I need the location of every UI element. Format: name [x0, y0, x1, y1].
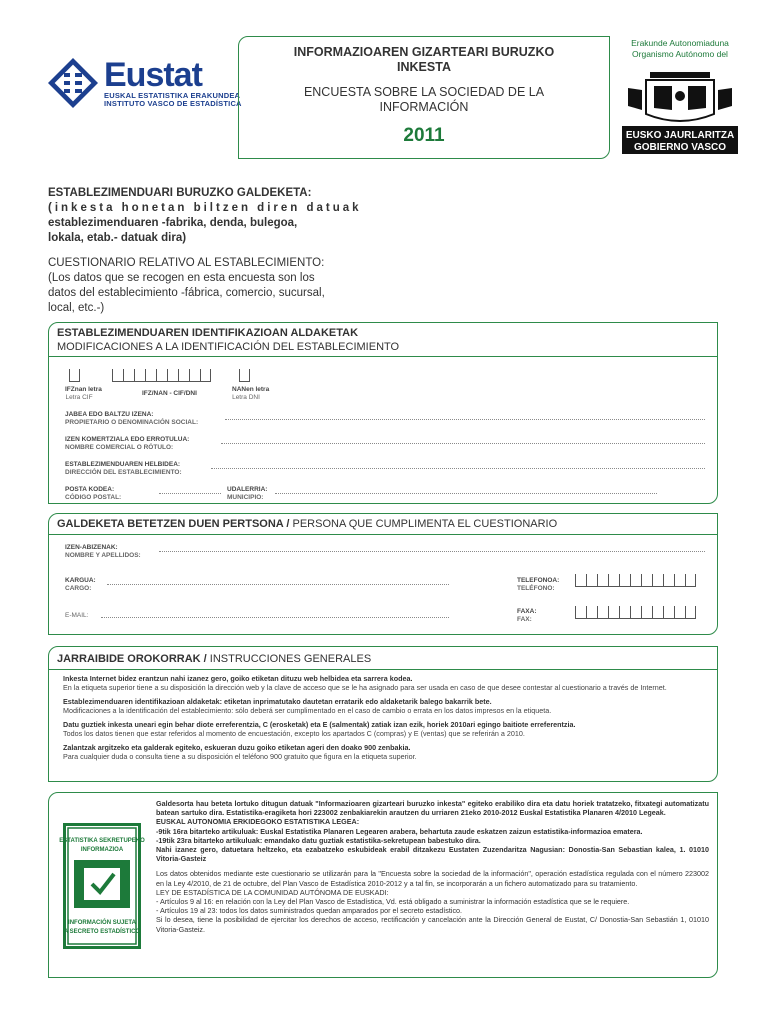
intro-eu-title: ESTABLEZIMENDUARI BURUZKO GALDEKETA: [48, 187, 312, 199]
survey-title-eu: INFORMAZIOAREN GIZARTEARI BURUZKO INKESTA [293, 45, 555, 74]
gov-name-es: GOBIERNO VASCO [633, 142, 727, 153]
legal-eu-5: Nahi izanez gero, datuetara heltzeko, eta ezabatzeko eskubideak erabil ditzakezu Eustaten Zuzendaritza Nagusian: Donostia-San Sebastian kalea, 1. 01010 Vitoria-Gasteiz [156, 845, 709, 864]
survey-title-es: ENCUESTA SOBRE LA SOCIEDAD DE LA INFORMACIÓN [303, 85, 545, 114]
intro-eu-line1: (inkesta honetan biltzen diren datuak [48, 202, 362, 214]
instructions-section [48, 646, 718, 782]
town-field[interactable] [275, 493, 657, 494]
fax-label: FAXA: FAX: [517, 608, 537, 623]
basque-government-emblem-icon [620, 68, 740, 156]
eustat-logo-icon [48, 58, 98, 108]
instr-1-es: En la etiqueta superior tiene a su disposición la dirección web y la clave de acceso que se le ha asignado para ser usada en caso de que desee contestar al cuestionario a través de Internet. [63, 683, 667, 692]
intro-es-line1: (Los datos que se recogen en esta encuesta son los [48, 272, 315, 284]
email-label: E-MAIL: [65, 612, 89, 619]
dni-letter-label: NANen letra Letra DNI [232, 386, 270, 401]
phone-label: TELEFONOA: TELÉFONO: [517, 577, 560, 592]
statistical-secret-stamp [59, 823, 145, 949]
survey-title-box [238, 36, 610, 159]
legal-es-4: - Artículos 19 al 23: todos los datos suministrados quedan amparados por el secreto estadístico. [156, 906, 463, 916]
job-field[interactable] [107, 584, 449, 585]
legal-eu-3: -9tik 16ra bitarteko artikuluak: Euskal Estatistika Planaren Legearen arabera, behartuta zaude eskatzen zaizun estatistika-informazioa ematera. [156, 826, 643, 836]
svg-text:INFORMACIÓN SUJETA: INFORMACIÓN SUJETA [68, 920, 136, 926]
owner-field[interactable] [225, 419, 705, 420]
instr-1-eu: Inkesta Internet bidez erantzun nahi izanez gero, goiko etiketan dituzu web helbidea eta sarrera kodea. [63, 674, 413, 683]
postal-code-field[interactable] [159, 493, 221, 494]
intro-eu [48, 186, 363, 246]
instr-2-es: Modificaciones a la identificación del establecimiento: sólo deberá ser cumplimentado en el caso de cambio o errata en los datos impresos en la etiqueta. [63, 706, 552, 715]
respondent-title: GALDEKETA BETETZEN DUEN PERTSONA / PERSONA QUE CUMPLIMENTA EL CUESTIONARIO [57, 518, 558, 530]
eustat-logo [48, 56, 242, 108]
logo-line-es: INSTITUTO VASCO DE ESTADÍSTICA [104, 99, 242, 108]
legal-eu-4: -19tik 23ra bitarteko artikuluak: emandako datu guztiak estatistika-sekretupean babestuko dira. [156, 835, 481, 845]
instructions-title: JARRAIBIDE OROKORRAK / INSTRUCCIONES GENERALES [57, 653, 372, 665]
legal-text [156, 799, 709, 934]
phone-cells[interactable] [575, 574, 696, 587]
instr-3-eu: Datu guztiek inkesta uneari egin behar diote erreferentzia, C (erosketak) eta E (salmentak) zatiak izan ezik, horiek 2010ari egingo baitiote erreferentzia. [63, 720, 576, 729]
gov-line-es: Organismo Autónomo del [632, 49, 728, 59]
job-label: KARGUA: CARGO: [65, 577, 96, 592]
intro-es-line2: datos del establecimiento -fábrica, comercio, sucursal, [48, 287, 325, 299]
address-field[interactable] [211, 468, 705, 469]
svg-text:ESTATISTIKA SEKRETUPEKO: ESTATISTIKA SEKRETUPEKO [59, 838, 145, 844]
respondent-section [48, 513, 718, 635]
logo-wordmark: Eustat [104, 56, 202, 94]
instructions-body [63, 674, 711, 761]
legal-es-1: Los datos obtenidos mediante este cuestionario se utilizarán para la "Encuesta sobre la sociedad de la información", operación estadística regulada con el número 223002 en la Ley 4/2010, de 21 de octubre, del Plan Vasco de Estadística 2010-2012 y a tal fin, se incorporarán a un fichero automatizado para su tratamiento. [156, 869, 709, 888]
name-label: IZEN-ABIZENAK: NOMBRE Y APELLIDOS: [65, 544, 141, 559]
intro-eu-line3: lokala, etab.- datuak dira) [48, 232, 187, 244]
legal-es-5: Si lo desea, tiene la posibilidad de ejercitar los derechos de acceso, rectificación y cancelación ante la Dirección General de Eustat, C/ Donostia-San Sebastián 1, 01010 Vitoria-Gasteiz. [156, 915, 709, 934]
instr-2-eu: Establezimenduaren identifikazioan aldaketak: etiketan inprimatutako dautetan erratarik edo aldaketarik balego bakarrik bete. [63, 697, 492, 706]
cif-dni-cells[interactable] [112, 369, 211, 382]
ident-title: ESTABLEZIMENDUAREN IDENTIFIKAZIOAN ALDAKETAK [57, 327, 359, 339]
gov-line-eu: Erakunde Autonomiaduna [631, 38, 729, 48]
identification-section [48, 322, 718, 504]
svg-text:A SECRETO ESTADÍSTICO: A SECRETO ESTADÍSTICO [63, 929, 141, 935]
town-label: UDALERRIA: MUNICIPIO: [227, 486, 268, 501]
secret-stamp-icon [59, 826, 145, 946]
intro-es-line3: local, etc.-) [48, 302, 105, 314]
svg-text:INFORMAZIOA: INFORMAZIOA [80, 847, 124, 853]
instr-3-es: Todos los datos tienen que estar referidos al momento de encuestación, excepto los apartados C (compras) y E (ventas) que se referirán a 2010. [63, 729, 525, 738]
trade-name-field[interactable] [221, 443, 705, 444]
legal-section [48, 792, 718, 978]
name-field[interactable] [159, 551, 705, 552]
legal-es-2: LEY DE ESTADÍSTICA DE LA COMUNIDAD AUTÓNOMA DE EUSKADI: [156, 887, 389, 897]
gov-name-eu: EUSKO JAURLARITZA [625, 130, 735, 141]
email-field[interactable] [101, 617, 449, 618]
intro-es-title: CUESTIONARIO RELATIVO AL ESTABLECIMIENTO: [48, 257, 325, 269]
legal-eu-1: Galdesorta hau beteta lortuko ditugun datuak "Informazioaren gizarteari buruzko inkesta" egiteko erabiliko dira eta datu horiek tratatzeko, fitxategi automatizatu batean sartuko dira. Estatistika-eragiketa hori 223002 zenbakiarekin arautzen du urriaren 21eko 2010-2012 Euskal Estatistika Planaren 4/2010 Legeak. [156, 799, 709, 818]
dni-letter-cell[interactable] [239, 369, 250, 382]
logo-line-eu: EUSKAL ESTATISTIKA ERAKUNDEA [104, 91, 241, 100]
legal-eu-2: EUSKAL AUTONOMIA ERKIDEGOKO ESTATISTIKA LEGEA: [156, 817, 360, 827]
fax-cells[interactable] [575, 606, 696, 619]
cif-letter-cell[interactable] [69, 369, 80, 382]
intro-eu-line2: establezimenduaren -fabrika, denda, bulegoa, [48, 217, 298, 229]
owner-label: JABEA EDO BALTZU IZENA: PROPIETARIO O DENOMINACIÓN SOCIAL: [65, 411, 199, 426]
instr-4-eu: Zalantzak argitzeko eta galderak egiteko, eskueran duzu goiko etiketan ageri den doako 900 zenbakia. [63, 743, 411, 752]
cif-letter-label: IFZnan letra Letra CIF [65, 386, 102, 401]
instr-4-es: Para cualquier duda o consulta tiene a su disposición el teléfono 900 gratuito que figura en la etiqueta superior. [63, 752, 417, 761]
survey-year: 2011 [403, 125, 445, 146]
trade-name-label: IZEN KOMERTZIALA EDO ERROTULUA: NOMBRE COMERCIAL O RÓTULO: [65, 436, 190, 451]
postal-code-label: POSTA KODEA: CÓDIGO POSTAL: [65, 486, 122, 501]
government-block [616, 38, 744, 161]
cif-dni-label: IFZ/NAN - CIF/DNI [142, 390, 197, 397]
address-label: ESTABLEZIMENDUAREN HELBIDEA: DIRECCIÓN DEL ESTABLECIMIENTO: [65, 461, 182, 476]
intro-es [48, 256, 368, 316]
ident-subtitle: MODIFICACIONES A LA IDENTIFICACIÓN DEL ESTABLECIMIENTO [57, 341, 400, 353]
legal-es-3: - Artículos 9 al 16: en relación con la Ley del Plan Vasco de Estadística, Vd. está obligado a suministrar la información estadística que se le requiere. [156, 897, 630, 907]
